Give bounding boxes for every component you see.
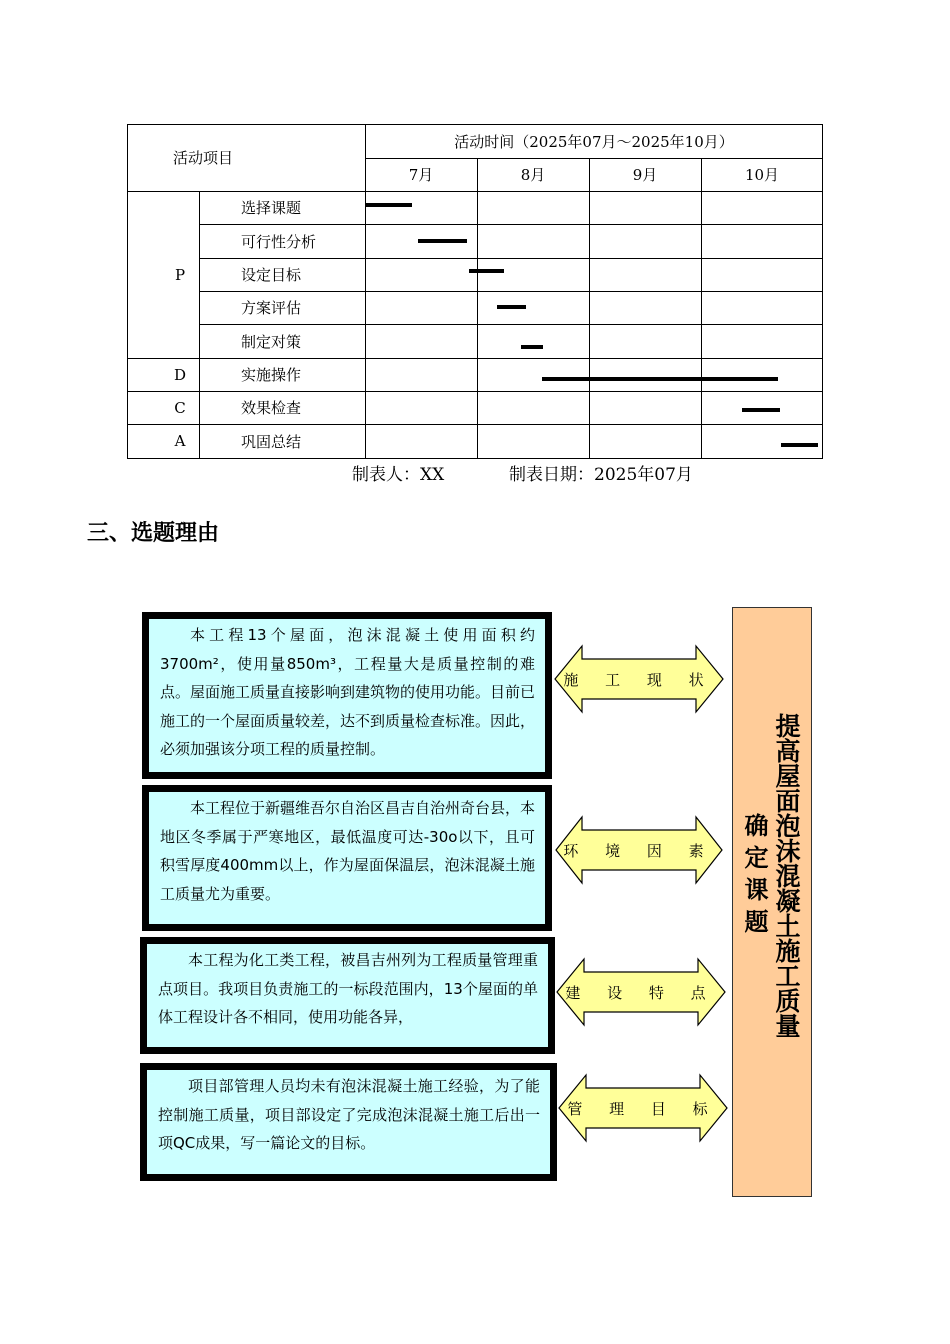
arrow-label: 建 设 特 点 bbox=[565, 983, 717, 1002]
activity-name: 选择课题 bbox=[241, 199, 302, 217]
month-header: 7月 bbox=[408, 166, 434, 184]
schedule-bar bbox=[781, 443, 819, 447]
activity-name: 设定目标 bbox=[241, 266, 302, 284]
topic-title: 提高屋面泡沫混凝土施工质量 bbox=[772, 713, 801, 1038]
activity-name: 方案评估 bbox=[241, 299, 302, 317]
topic-label: 确定课题 bbox=[740, 813, 768, 941]
section-heading: 三、选题理由 bbox=[87, 521, 220, 546]
header-time-label: 活动时间（2025年07月～2025年10月） bbox=[454, 132, 734, 151]
table-rule bbox=[701, 158, 702, 459]
phase-label: A bbox=[174, 432, 186, 450]
schedule-bar bbox=[742, 408, 780, 412]
header-activity-label: 活动项目 bbox=[172, 149, 233, 167]
month-header: 8月 bbox=[520, 166, 546, 184]
phase-label: P bbox=[174, 265, 186, 284]
schedule-bar bbox=[497, 305, 526, 309]
month-header: 10月 bbox=[744, 166, 780, 184]
table-border bbox=[127, 458, 823, 459]
double-arrow bbox=[558, 1073, 728, 1143]
reason-box-environment: 本工程位于新疆维吾尔自治区昌吉自治州奇台县，本地区冬季属于严寒地区，最低温度可达-30o以下，且可积雪厚度400mm以上，作为屋面保温层，泡沫混凝土施工质量尤为重要。 bbox=[142, 785, 552, 931]
schedule-bar bbox=[418, 239, 467, 243]
schedule-bar bbox=[542, 377, 778, 381]
double-arrow bbox=[555, 815, 723, 885]
table-maker: 制表人：XX bbox=[352, 465, 445, 485]
double-arrow bbox=[554, 644, 724, 714]
table-rule bbox=[477, 158, 478, 459]
schedule-bar bbox=[365, 203, 412, 207]
reason-box-management-goal: 项目部管理人员均未有泡沫混凝土施工经验，为了能控制施工质量，项目部设定了完成泡沫混凝土施工后出一项QC成果，写一篇论文的目标。 bbox=[140, 1063, 557, 1181]
activity-name: 实施操作 bbox=[241, 366, 302, 384]
arrow-label: 施 工 现 状 bbox=[563, 670, 715, 689]
table-rule bbox=[589, 158, 590, 459]
reason-box-construction-features: 本工程为化工类工程，被昌吉州列为工程质量管理重点项目。我项目负责施工的一标段范围内，13个屋面的单体工程设计各不相同，使用功能各异， bbox=[140, 937, 555, 1054]
phase-label: C bbox=[174, 398, 186, 417]
activity-name: 可行性分析 bbox=[241, 232, 317, 251]
table-date: 制表日期：2025年07月 bbox=[509, 465, 693, 485]
schedule-table bbox=[127, 124, 823, 459]
double-arrow bbox=[556, 957, 726, 1027]
schedule-bar bbox=[469, 269, 504, 273]
topic-pillar bbox=[732, 607, 812, 1197]
schedule-bar bbox=[521, 345, 543, 349]
phase-label: D bbox=[173, 365, 187, 384]
arrow-label: 管 理 目 标 bbox=[567, 1099, 719, 1118]
activity-name: 效果检查 bbox=[241, 399, 302, 417]
reason-box-construction-status: 本工程13个屋面，泡沫混凝土使用面积约3700m²，使用量850m³，工程量大是质量控制的难点。屋面施工质量直接影响到建筑物的使用功能。目前已施工的一个屋面质量较差，达不到质量检查标准。因此，必须加强该分项工程的质量控制。 bbox=[142, 612, 552, 779]
activity-name: 制定对策 bbox=[241, 332, 302, 351]
activity-name: 巩固总结 bbox=[241, 432, 302, 451]
month-header: 9月 bbox=[632, 166, 658, 184]
arrow-label: 环 境 因 素 bbox=[563, 841, 715, 860]
